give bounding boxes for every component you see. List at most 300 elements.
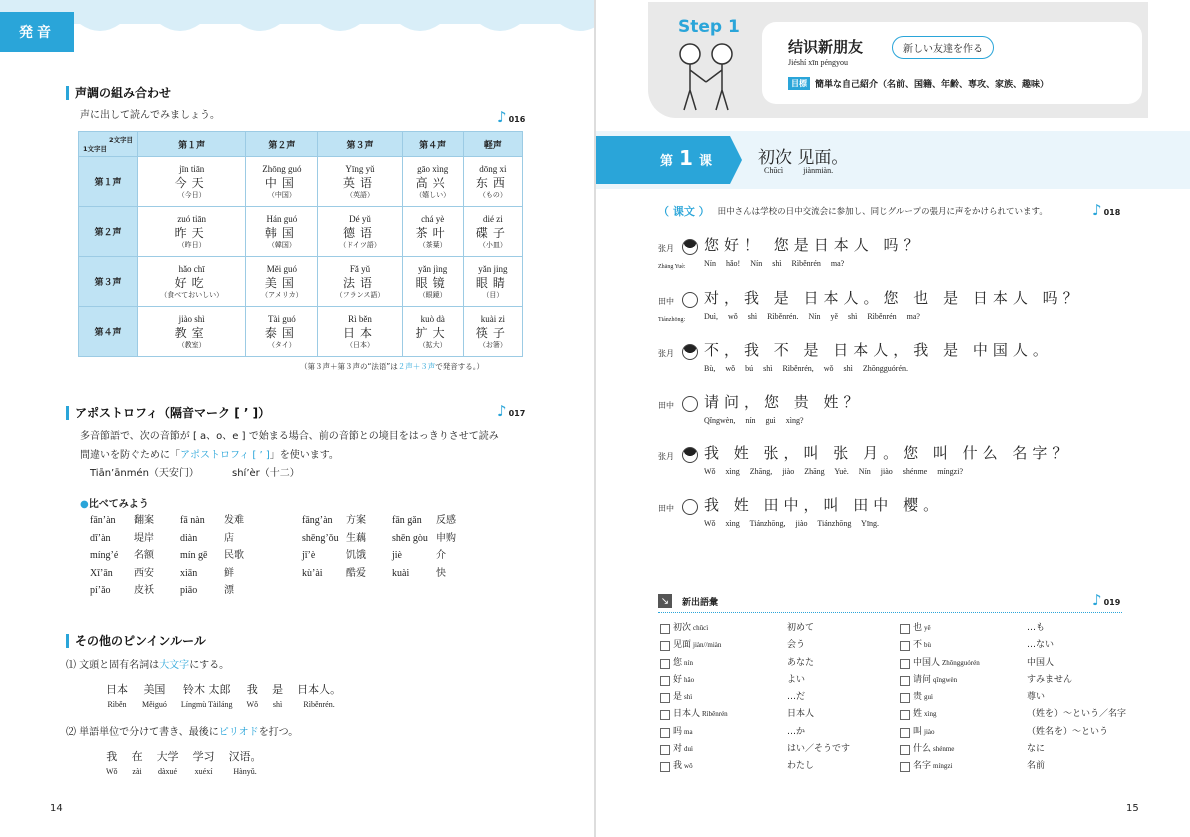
vocab-word (673, 758, 787, 775)
vocab-word (673, 655, 787, 672)
compare-item: 生藕 (346, 532, 366, 544)
table-cell (318, 207, 402, 257)
music-note-icon: ♪ (497, 108, 507, 126)
apostrophe-example-2: shí’èr（十二） (232, 468, 300, 479)
col-header: 第３声 (318, 132, 402, 157)
vocab-pinyin: wǒ (684, 762, 693, 771)
cell-hanzi: 泰国 (264, 325, 299, 340)
compare-item: fān’àn (90, 515, 116, 526)
dialog-line (658, 287, 1083, 321)
vocab-hanzi: 是 (673, 692, 683, 703)
example-pinyin: Hànyǔ. (233, 767, 257, 776)
compare-item: 饥饿 (346, 550, 366, 561)
vocab-meaning: わたし (787, 761, 815, 772)
cell-hanzi: 碟子 (475, 225, 510, 240)
cell-japanese: （お箸） (478, 340, 507, 349)
vocab-pinyin: chūcì (693, 624, 709, 632)
step-title-jp: 新しい友達を作る (892, 36, 994, 59)
cell-japanese: （アメリカ） (261, 290, 303, 299)
vocab-item[interactable] (660, 655, 850, 672)
table-cell (318, 257, 402, 307)
vocab-pinyin: bù (924, 641, 932, 650)
rule-1: ⑴ 文頭と固有名詞は大文字にする。 (66, 660, 230, 671)
example-word (247, 681, 259, 709)
cell-japanese: （今日） (177, 190, 206, 199)
lesson-title-cn: 初次 见面。 (758, 148, 849, 168)
cell-pinyin: Tài guó (268, 313, 296, 324)
utterance-hanzi: 您好！ 您是日本人 吗？ (704, 236, 924, 254)
speaker-name: 田中 (658, 297, 674, 306)
example-word (106, 748, 118, 776)
table-cell (246, 257, 318, 307)
speaker-name: 田中 (658, 504, 674, 513)
page-number-left: 14 (50, 803, 63, 814)
vocab-hanzi: 日本人 (673, 709, 701, 720)
cell-hanzi: 眼睛 (475, 275, 510, 290)
checkbox (660, 693, 670, 703)
vocab-hanzi: 也 (913, 623, 923, 633)
vocab-word (673, 741, 787, 758)
table-row (79, 307, 523, 357)
compare-list-right (302, 512, 482, 582)
cell-japanese: （韓国） (267, 240, 296, 249)
cell-hanzi: 今天 (174, 175, 209, 190)
cell-pinyin: zuó tiān (177, 213, 207, 224)
vocab-item[interactable] (660, 637, 850, 654)
example-hanzi: 是 (272, 683, 284, 696)
step-title-cn: 结识新朋友 (788, 38, 864, 56)
vocab-hanzi: 名字 (913, 761, 932, 772)
compare-item: fā nàn (180, 515, 205, 526)
vocab-hanzi: 姓 (913, 709, 923, 720)
compare-item: 鲜 (224, 567, 234, 579)
compare-row (90, 512, 270, 530)
vocab-hanzi: 见面 (673, 640, 692, 651)
utterance-pinyin: Nín hǎo! Nín shì Rìběnrén ma? (704, 259, 845, 268)
cell-pinyin: jiào shì (178, 313, 205, 324)
header-wave (0, 0, 594, 62)
compare-item: 店 (224, 532, 234, 544)
cell-japanese: （食べておいしい） (160, 290, 224, 299)
table-cell (246, 307, 318, 357)
vocab-meaning: 日本人 (787, 709, 815, 720)
cell-pinyin: dié zi (482, 213, 503, 224)
example-word (181, 681, 233, 709)
vocab-meaning: すみません (1027, 674, 1073, 685)
example-hanzi: 日本人。 (297, 683, 342, 696)
compare-item: 漂 (224, 585, 234, 596)
vocab-item[interactable] (900, 724, 1126, 741)
cell-hanzi: 中国 (264, 175, 299, 190)
vocab-header: ↘ 新出語彙 (658, 592, 1122, 613)
speaker-name: 田中 (658, 401, 674, 410)
compare-row (90, 582, 270, 600)
vocab-word (913, 689, 1027, 706)
cell-pinyin: Měi guó (266, 263, 297, 274)
utterance (704, 494, 943, 528)
vocab-list-left (660, 620, 850, 776)
example-hanzi: 在 (131, 750, 143, 763)
apostrophe-example-1: Tiān’ānmén（天安门） (90, 468, 199, 479)
example-pinyin: dàxué (158, 767, 178, 776)
compare-row (90, 530, 270, 548)
cell-hanzi: 韩国 (264, 225, 299, 240)
utterance-hanzi: 不，我 不 是 日本人，我 是 中国人。 (704, 341, 1053, 359)
cell-japanese: （茶葉） (418, 240, 447, 249)
vocab-hanzi: 中国人 (913, 657, 941, 668)
vocab-item[interactable] (660, 724, 850, 741)
compare-item: jī’è (302, 550, 316, 561)
vocab-meaning: 会う (787, 640, 806, 651)
tone-table (78, 131, 523, 357)
vocab-pinyin: guì (924, 693, 933, 702)
cell-japanese: （日本） (346, 340, 375, 349)
row-header: 第１声 (79, 157, 138, 207)
table-note: （第３声＋第３声の“法语”は２声＋３声で発音する。） (300, 362, 485, 371)
speaker-name: 张月 (658, 244, 674, 253)
cell-pinyin: yǎn jing (478, 263, 508, 274)
example-word (297, 681, 341, 709)
example-pinyin: Wǒ (106, 767, 118, 776)
cell-japanese: （中国） (267, 190, 296, 199)
utterance (704, 339, 1053, 373)
vocab-word (913, 620, 1027, 637)
vocab-pinyin: xìng (924, 710, 937, 719)
compare-item: 介 (436, 550, 446, 561)
vocab-word (673, 672, 787, 689)
compare-row (90, 565, 270, 583)
checkbox (660, 641, 670, 651)
table-cell (463, 207, 522, 257)
cell-pinyin: kuài zi (480, 313, 505, 324)
compare-item: kù’ài (302, 567, 323, 579)
cell-pinyin: Zhōng guó (262, 163, 302, 174)
cell-pinyin: Rì běn (348, 313, 372, 324)
vocab-item[interactable] (660, 620, 850, 637)
vocab-meaning: 中国人 (1027, 657, 1055, 668)
example-hanzi: 我 (246, 683, 258, 696)
vocab-hanzi: 贵 (913, 692, 923, 703)
compare-item: 翻案 (134, 515, 154, 526)
table-cell (402, 207, 463, 257)
apostrophe-title: アポストロフィ（隔音マーク [ ’ ]） (66, 404, 270, 421)
cell-hanzi: 东西 (475, 175, 510, 190)
checkbox (660, 762, 670, 772)
checkbox (660, 745, 670, 755)
vocab-hanzi: 不 (913, 640, 923, 651)
vocab-hanzi: 好 (673, 674, 683, 685)
table-cell (463, 257, 522, 307)
compare-item: dī’àn (90, 532, 111, 544)
compare-item: 申购 (436, 532, 456, 544)
audio-017[interactable]: ♪ 017 (497, 402, 526, 420)
vocab-item[interactable] (660, 741, 850, 758)
cell-japanese: （眼鏡） (418, 290, 447, 299)
vocab-hanzi: 您 (673, 657, 683, 668)
compare-item: xiān (180, 567, 198, 579)
table-cell (138, 157, 246, 207)
speaker-face-icon (682, 499, 698, 515)
cell-pinyin: Yīng yǔ (345, 163, 375, 174)
compare-item: shēng’ǒu (302, 532, 339, 544)
table-cell (318, 157, 402, 207)
vocab-item[interactable] (900, 689, 1126, 706)
cell-hanzi: 眼镜 (415, 275, 450, 290)
vocab-word (913, 758, 1027, 775)
checkbox (660, 710, 670, 720)
cell-hanzi: 昨天 (174, 225, 209, 240)
cell-japanese: （嬉しい） (415, 190, 451, 199)
vocab-item[interactable] (900, 758, 1126, 775)
vocab-item[interactable] (900, 741, 1126, 758)
example-word (106, 681, 128, 709)
compare-item: Xī’ān (90, 567, 113, 579)
vocab-pinyin: Rìběnrén (702, 710, 728, 719)
pinyin-rules-title: その他のピンインルール (66, 632, 206, 649)
col-header: 軽声 (463, 132, 522, 157)
music-note-icon: ♪ (1092, 201, 1102, 219)
table-cell (318, 307, 402, 357)
vocab-pinyin: qǐngwèn (933, 675, 958, 684)
compare-row (302, 565, 482, 583)
cell-hanzi: 高兴 (415, 175, 450, 190)
table-cell (402, 257, 463, 307)
example-hanzi: 铃木 太郎 (182, 683, 231, 696)
table-cell (138, 307, 246, 357)
table-cell (246, 207, 318, 257)
compare-item: míng’é (90, 550, 119, 561)
utterance-pinyin: Bù, wǒ bú shì Rìběnrén, wǒ shì Zhōngguórén. (704, 364, 908, 373)
audio-019[interactable]: ♪ 019 (1092, 591, 1121, 609)
compare-item: mín gē (180, 550, 208, 561)
vocab-item[interactable] (900, 672, 1126, 689)
utterance (704, 391, 864, 425)
example-pinyin: Wǒ (246, 700, 259, 709)
cell-pinyin: dōng xi (479, 163, 507, 174)
vocab-word (673, 689, 787, 706)
handshake-figures-icon (670, 40, 742, 112)
example-hanzi: 学习 (192, 750, 215, 763)
checkbox (900, 624, 910, 634)
col-header: 第４声 (402, 132, 463, 157)
rule-2: ⑵ 単語単位で分けて書き、最後にピリオドを打つ。 (66, 727, 299, 738)
cell-japanese: （拡大） (418, 340, 447, 349)
compare-item: 堤岸 (134, 532, 154, 544)
right-page (596, 0, 1190, 837)
example-pinyin: Língmù Tàiláng (180, 700, 233, 709)
vocab-item[interactable] (660, 689, 850, 706)
compare-item: piāo (180, 585, 198, 596)
vocab-meaning: …か (787, 726, 806, 737)
vocab-meaning: あなた (787, 657, 815, 668)
speaker-name: 张月 (658, 452, 674, 461)
vocab-pinyin: míngzi (933, 762, 953, 771)
example-hanzi: 我 (106, 750, 118, 763)
col-header: 第１声 (138, 132, 246, 157)
speaker-pinyin: Zhāng Yuè: (658, 264, 686, 270)
lesson-number: 第 1 课 (660, 146, 712, 170)
example-hanzi: 日本 (106, 683, 128, 696)
left-page (0, 0, 594, 837)
compare-item: 反感 (436, 515, 456, 526)
vocab-pinyin: shénme (933, 745, 955, 754)
compare-item: kuài (392, 567, 410, 579)
table-cell (463, 157, 522, 207)
checkbox (900, 762, 910, 772)
cell-japanese: （もの） (478, 190, 507, 199)
arrow-icon: ↘ (658, 594, 672, 608)
table-cell (463, 307, 522, 357)
compare-item: shēn gòu (392, 532, 428, 544)
example-word (193, 748, 215, 776)
compare-item: 快 (436, 567, 446, 579)
utterance-pinyin: Qǐngwèn, nín guì xìng? (704, 416, 804, 425)
vocab-word (913, 637, 1027, 654)
utterance-pinyin: Duì, wǒ shì Rìběnrén. Nín yě shì Rìběnrén ma? (704, 312, 920, 321)
compare-item: diàn (180, 532, 198, 544)
rule-1-example (106, 681, 355, 709)
vocab-hanzi: 对 (673, 744, 683, 755)
compare-item: 方案 (346, 515, 366, 526)
cell-japanese: （ドイツ語） (339, 240, 381, 249)
audio-016[interactable]: ♪ 016 (497, 108, 526, 126)
table-corner: 2文字目 1文字目 (79, 132, 138, 157)
example-pinyin: Rìběnrén. (303, 700, 335, 709)
step-label: Step 1 (678, 17, 740, 37)
vocab-meaning: 初めて (787, 623, 815, 633)
table-cell (138, 257, 246, 307)
utterance (704, 287, 1083, 321)
compare-item: 皮袄 (134, 585, 154, 596)
vocab-meaning: よい (787, 674, 806, 685)
utterance-hanzi: 我 姓 田中，叫 田中 樱。 (704, 496, 944, 514)
vocab-hanzi: 叫 (913, 726, 923, 737)
vocab-word (673, 620, 787, 637)
utterance-hanzi: 我 姓 张，叫 张 月。您 叫 什么 名字？ (704, 444, 1073, 462)
vocab-pinyin: shì (684, 693, 693, 702)
table-cell (138, 207, 246, 257)
vocab-hanzi: 什么 (913, 744, 932, 755)
dialog-line (658, 339, 1053, 373)
checkbox (900, 710, 910, 720)
table-row (79, 157, 523, 207)
vocab-item[interactable] (660, 706, 850, 723)
cell-japanese: （タイ） (267, 340, 296, 349)
vocab-pinyin: jiào (924, 727, 935, 736)
utterance-pinyin: Wǒ xìng Zhāng, jiào Zhāng Yuè. Nín jiào shénme míngzi? (704, 467, 963, 476)
cell-japanese: （英語） (346, 190, 375, 199)
vocab-meaning: 尊い (1027, 692, 1046, 703)
vocab-item[interactable] (900, 655, 1126, 672)
example-pinyin: shì (272, 700, 283, 709)
vocab-item[interactable] (660, 672, 850, 689)
cell-japanese: （昨日） (177, 240, 206, 249)
lesson-title-py: Chūcì jiànmiàn. (764, 166, 834, 175)
vocab-hanzi: 请问 (913, 674, 932, 685)
step-goal: 目標 簡単な自己紹介（名前、国籍、年齢、専攻、家族、趣味） (788, 77, 1049, 90)
vocab-meaning: はい／そうです (787, 744, 851, 755)
compare-item: fān gǎn (392, 515, 422, 526)
dialog-line (658, 234, 924, 268)
table-row (79, 207, 523, 257)
vocab-word (913, 706, 1027, 723)
cell-japanese: （小皿） (478, 240, 507, 249)
utterance-hanzi: 对，我 是 日本人。您 也 是 日本人 吗？ (704, 289, 1083, 307)
vocab-list-right (900, 620, 1126, 776)
vocab-word (913, 672, 1027, 689)
compare-item: pí’ǎo (90, 585, 111, 596)
vocab-meaning: （姓を）～という／名字 (1027, 709, 1127, 720)
vocab-meaning: （姓名を）～という (1027, 726, 1109, 737)
cell-hanzi: 英语 (343, 175, 378, 190)
utterance (704, 442, 1072, 476)
vocab-meaning: …も (1027, 623, 1046, 633)
cell-hanzi: 法语 (343, 275, 378, 290)
apostrophe-text: 多音節語で、次の音節が [ a、o、e ] で始まる場合、前の音節との境目をはっきりさせて読み 間違いを防ぐために「アポストロフィ [ ’ ]」を使います。 (80, 431, 499, 461)
row-header: 第３声 (79, 257, 138, 307)
utterance (704, 234, 924, 268)
vocab-item[interactable] (900, 706, 1126, 723)
vocab-hanzi: 初次 (673, 623, 692, 633)
checkbox (900, 693, 910, 703)
section-tab: 発音 (0, 12, 74, 52)
compare-item: jiè (392, 550, 402, 561)
vocab-word (673, 706, 787, 723)
tone-section-title: 声調の組み合わせ (66, 84, 171, 101)
table-cell (246, 157, 318, 207)
vocab-pinyin: hǎo (684, 675, 695, 684)
table-row (79, 257, 523, 307)
checkbox (660, 659, 670, 669)
compare-item: 名额 (134, 550, 154, 561)
vocab-meaning: …ない (1027, 640, 1055, 651)
vocab-pinyin: Zhōngguórén (942, 658, 980, 667)
vocab-word (913, 724, 1027, 741)
example-hanzi: 美国 (143, 683, 166, 696)
vocab-pinyin: duì (684, 745, 693, 754)
vocab-item[interactable] (900, 620, 1126, 637)
cell-hanzi: 日本 (343, 325, 378, 340)
compare-list-left (90, 512, 270, 600)
audio-018[interactable]: ♪ 018 (1092, 201, 1121, 219)
example-hanzi: 汉语。 (228, 750, 262, 763)
compare-title: ●比べてみよう (80, 499, 149, 510)
vocab-item[interactable] (900, 637, 1126, 654)
vocab-item[interactable] (660, 758, 850, 775)
cell-hanzi: 茶叶 (415, 225, 450, 240)
dialog-line (658, 442, 1072, 476)
example-word (142, 681, 167, 709)
vocab-meaning: なに (1027, 744, 1046, 755)
speaker-face-icon (682, 292, 698, 308)
col-header: 第２声 (246, 132, 318, 157)
vocab-hanzi: 我 (673, 761, 683, 772)
rule-2-example (106, 748, 276, 776)
checkbox (900, 641, 910, 651)
example-word (157, 748, 179, 776)
cell-japanese: （目） (482, 290, 504, 299)
example-pinyin: Měiguó (142, 700, 167, 709)
vocab-word (913, 655, 1027, 672)
checkbox (900, 745, 910, 755)
checkbox (900, 659, 910, 669)
cell-pinyin: Fǎ yǔ (349, 263, 371, 274)
cell-pinyin: chá yè (421, 213, 445, 224)
checkbox (660, 728, 670, 738)
example-pinyin: Rìběn (107, 700, 127, 709)
speaker-name: 张月 (658, 349, 674, 358)
vocab-word (673, 724, 787, 741)
